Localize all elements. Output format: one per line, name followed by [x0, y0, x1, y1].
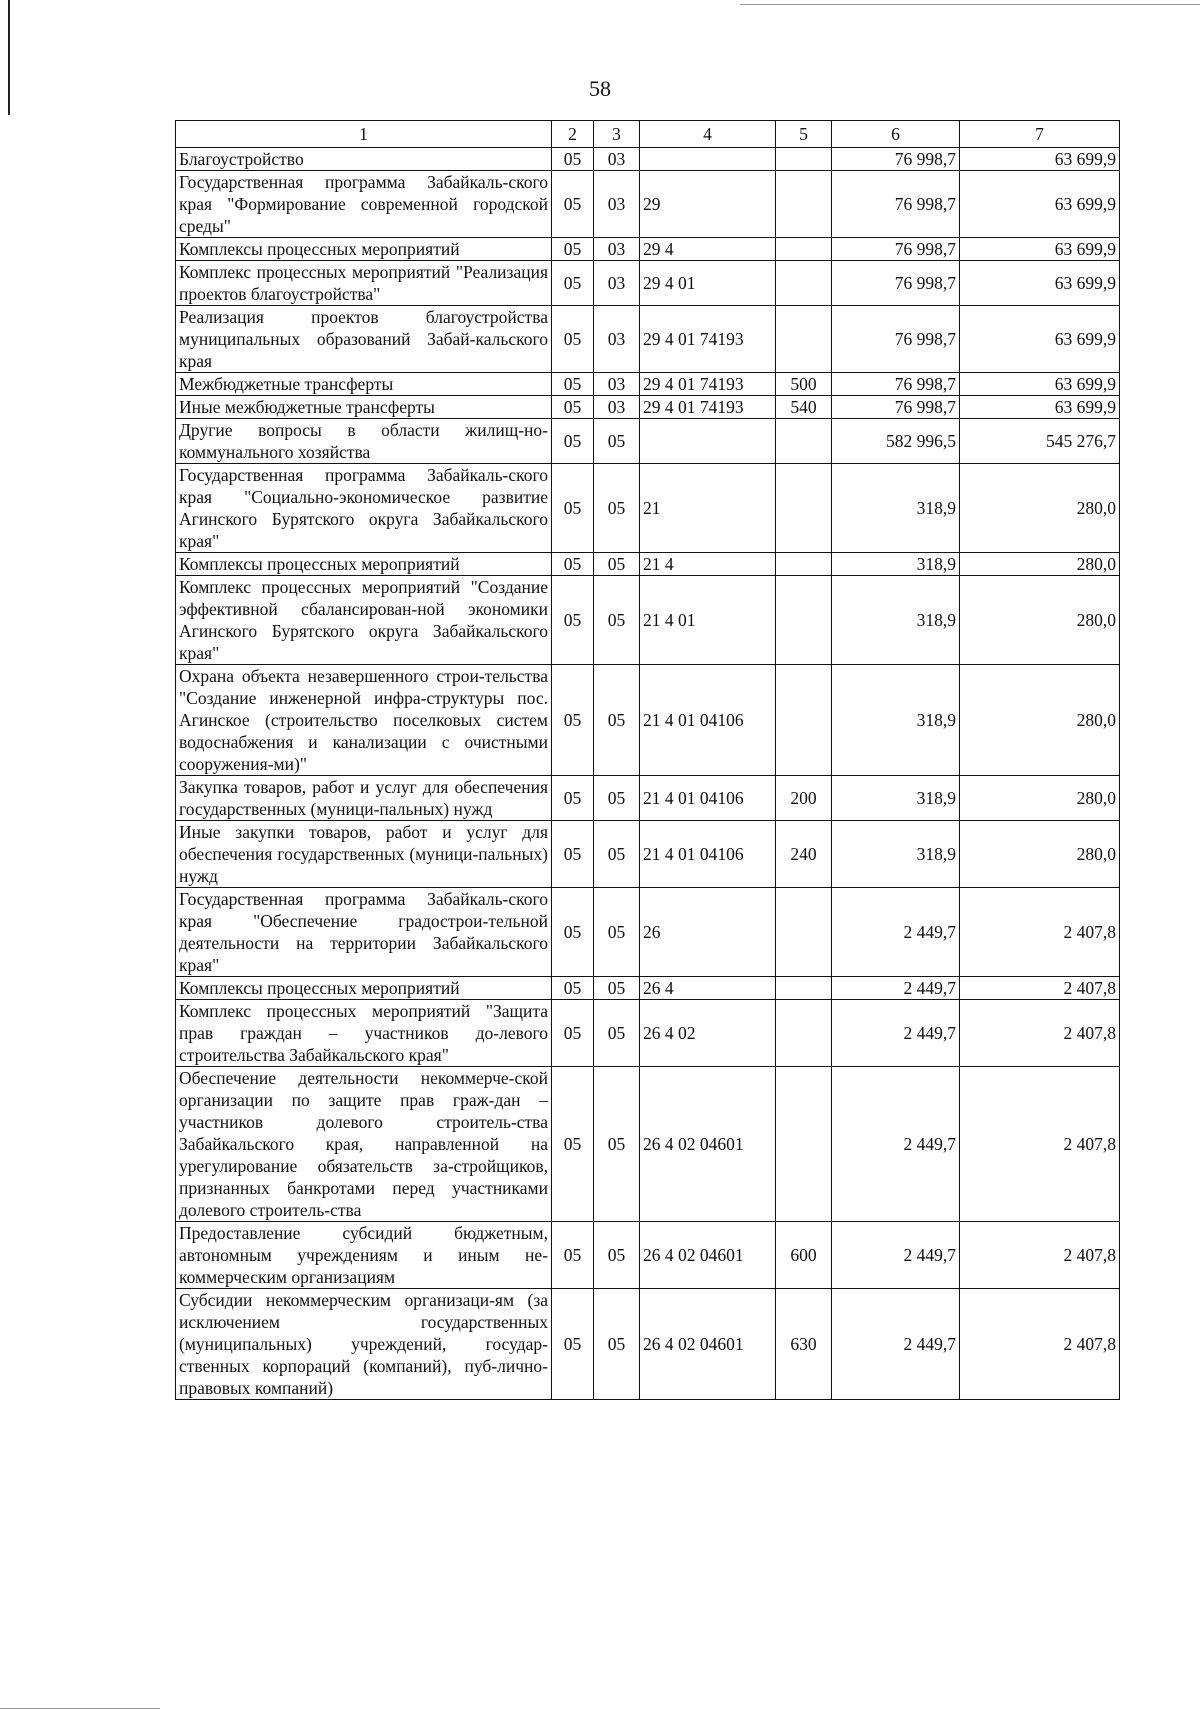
cell-section: 05	[552, 553, 594, 576]
cell-subsection: 05	[594, 665, 640, 776]
cell-section: 05	[552, 396, 594, 419]
cell-amount-year-1: 2 449,7	[832, 1222, 960, 1289]
cell-subsection: 03	[594, 306, 640, 373]
table-row	[176, 977, 1120, 1000]
cell-name: Комплексы процессных мероприятий	[176, 977, 552, 1000]
cell-amount-year-1: 76 998,7	[832, 373, 960, 396]
cell-expense-type	[776, 977, 832, 1000]
cell-amount-year-1: 318,9	[832, 821, 960, 888]
cell-section: 05	[552, 821, 594, 888]
cell-amount-year-1: 2 449,7	[832, 977, 960, 1000]
header-col-3: 3	[594, 121, 640, 148]
cell-target-code: 29 4	[640, 238, 776, 261]
cell-target-code: 29 4 01 74193	[640, 306, 776, 373]
cell-target-code: 21 4 01 04106	[640, 776, 776, 821]
cell-section: 05	[552, 1289, 594, 1400]
cell-expense-type	[776, 1000, 832, 1067]
cell-amount-year-1: 76 998,7	[832, 171, 960, 238]
cell-subsection: 03	[594, 148, 640, 171]
cell-target-code: 26 4 02 04601	[640, 1222, 776, 1289]
cell-subsection: 05	[594, 1067, 640, 1222]
cell-target-code: 26	[640, 888, 776, 977]
cell-amount-year-2: 2 407,8	[960, 1289, 1120, 1400]
cell-name: Другие вопросы в области жилищ-но-коммунального хозяйства	[176, 419, 552, 464]
cell-name: Комплекс процессных мероприятий "Реализация проектов благоустройства"	[176, 261, 552, 306]
cell-name: Субсидии некоммерческим организаци-ям (за исключением государственных (муниципальных) учреждений, государ-ственных корпораций (компаний), пуб-лично-правовых компаний)	[176, 1289, 552, 1400]
header-col-5: 5	[776, 121, 832, 148]
cell-section: 05	[552, 1067, 594, 1222]
table-row	[176, 1289, 1120, 1400]
table-row	[176, 665, 1120, 776]
cell-amount-year-2: 2 407,8	[960, 1067, 1120, 1222]
cell-amount-year-2: 280,0	[960, 821, 1120, 888]
scan-edge-top	[740, 4, 1200, 5]
cell-amount-year-1: 318,9	[832, 553, 960, 576]
cell-name: Иные закупки товаров, работ и услуг для обеспечения государственных (муници-пальных) нужд	[176, 821, 552, 888]
cell-section: 05	[552, 306, 594, 373]
cell-amount-year-2: 63 699,9	[960, 171, 1120, 238]
cell-subsection: 05	[594, 1222, 640, 1289]
cell-amount-year-2: 280,0	[960, 553, 1120, 576]
cell-section: 05	[552, 665, 594, 776]
cell-name: Иные межбюджетные трансферты	[176, 396, 552, 419]
table-header	[176, 121, 1120, 148]
cell-section: 05	[552, 776, 594, 821]
cell-section: 05	[552, 171, 594, 238]
cell-section: 05	[552, 464, 594, 553]
cell-amount-year-1: 2 449,7	[832, 888, 960, 977]
cell-expense-type: 600	[776, 1222, 832, 1289]
cell-target-code: 29	[640, 171, 776, 238]
cell-name: Обеспечение деятельности некоммерче-ской организации по защите прав граж-дан – участников долевого строитель-ства Забайкальского края, направленной на урегулирование обязательств за-стройщиков, признанных банкротами перед участниками долевого строитель-ства	[176, 1067, 552, 1222]
table-row	[176, 396, 1120, 419]
cell-subsection: 05	[594, 464, 640, 553]
cell-name: Комплексы процессных мероприятий	[176, 553, 552, 576]
cell-name: Предоставление субсидий бюджетным, автономным учреждениям и иным не-коммерческим организациям	[176, 1222, 552, 1289]
table-row	[176, 464, 1120, 553]
cell-name: Комплекс процессных мероприятий "Создание эффективной сбалансирован-ной экономики Агинского Бурятского округа Забайкальского края"	[176, 576, 552, 665]
cell-subsection: 05	[594, 1000, 640, 1067]
cell-target-code: 21	[640, 464, 776, 553]
cell-expense-type	[776, 888, 832, 977]
cell-subsection: 05	[594, 553, 640, 576]
cell-expense-type	[776, 261, 832, 306]
table-row	[176, 576, 1120, 665]
cell-amount-year-1: 76 998,7	[832, 261, 960, 306]
cell-subsection: 03	[594, 373, 640, 396]
cell-expense-type	[776, 464, 832, 553]
cell-subsection: 03	[594, 261, 640, 306]
cell-subsection: 05	[594, 821, 640, 888]
cell-amount-year-2: 63 699,9	[960, 396, 1120, 419]
table-row	[176, 238, 1120, 261]
cell-amount-year-1: 76 998,7	[832, 306, 960, 373]
cell-subsection: 03	[594, 238, 640, 261]
cell-target-code: 26 4	[640, 977, 776, 1000]
cell-name: Государственная программа Забайкаль-ского края "Социально-экономическое развитие Агинского Бурятского округа Забайкальского края"	[176, 464, 552, 553]
cell-expense-type: 540	[776, 396, 832, 419]
cell-target-code	[640, 148, 776, 171]
cell-expense-type	[776, 419, 832, 464]
cell-subsection: 05	[594, 977, 640, 1000]
cell-expense-type	[776, 553, 832, 576]
cell-section: 05	[552, 1222, 594, 1289]
cell-expense-type: 500	[776, 373, 832, 396]
cell-name: Комплексы процессных мероприятий	[176, 238, 552, 261]
cell-amount-year-1: 76 998,7	[832, 238, 960, 261]
cell-expense-type	[776, 576, 832, 665]
cell-section: 05	[552, 977, 594, 1000]
table-row	[176, 553, 1120, 576]
table-row	[176, 148, 1120, 171]
cell-subsection: 03	[594, 171, 640, 238]
cell-amount-year-2: 63 699,9	[960, 148, 1120, 171]
cell-expense-type	[776, 306, 832, 373]
cell-name: Благоустройство	[176, 148, 552, 171]
cell-expense-type	[776, 171, 832, 238]
cell-name: Закупка товаров, работ и услуг для обеспечения государственных (муници-пальных) нужд	[176, 776, 552, 821]
cell-name: Государственная программа Забайкаль-ского края "Формирование современной городской среды"	[176, 171, 552, 238]
cell-subsection: 05	[594, 576, 640, 665]
cell-subsection: 05	[594, 1289, 640, 1400]
header-col-7: 7	[960, 121, 1120, 148]
cell-target-code: 26 4 02 04601	[640, 1067, 776, 1222]
cell-target-code: 29 4 01	[640, 261, 776, 306]
cell-expense-type: 200	[776, 776, 832, 821]
table-row	[176, 261, 1120, 306]
cell-expense-type	[776, 148, 832, 171]
header-row	[176, 121, 1120, 148]
table-row	[176, 1222, 1120, 1289]
cell-section: 05	[552, 373, 594, 396]
cell-expense-type	[776, 238, 832, 261]
table-row	[176, 419, 1120, 464]
cell-amount-year-1: 2 449,7	[832, 1067, 960, 1222]
header-col-1: 1	[176, 121, 552, 148]
cell-target-code: 21 4 01	[640, 576, 776, 665]
header-col-6: 6	[832, 121, 960, 148]
cell-amount-year-2: 280,0	[960, 464, 1120, 553]
cell-amount-year-2: 63 699,9	[960, 373, 1120, 396]
cell-amount-year-2: 280,0	[960, 665, 1120, 776]
cell-section: 05	[552, 238, 594, 261]
budget-table	[175, 120, 1120, 1400]
cell-amount-year-1: 76 998,7	[832, 148, 960, 171]
table-row	[176, 1000, 1120, 1067]
cell-target-code: 26 4 02	[640, 1000, 776, 1067]
cell-target-code: 21 4 01 04106	[640, 821, 776, 888]
cell-name: Межбюджетные трансферты	[176, 373, 552, 396]
cell-expense-type	[776, 665, 832, 776]
cell-amount-year-1: 318,9	[832, 464, 960, 553]
cell-amount-year-1: 2 449,7	[832, 1000, 960, 1067]
cell-target-code: 29 4 01 74193	[640, 396, 776, 419]
table-row	[176, 171, 1120, 238]
cell-section: 05	[552, 148, 594, 171]
cell-section: 05	[552, 1000, 594, 1067]
scan-edge-bottom	[0, 1708, 160, 1709]
cell-amount-year-2: 2 407,8	[960, 977, 1120, 1000]
cell-section: 05	[552, 576, 594, 665]
cell-name: Охрана объекта незавершенного строи-тельства "Создание инженерной инфра-структуры пос. Агинское (строительство поселковых систем водоснабжения и канализации с очистными сооружения-ми)"	[176, 665, 552, 776]
cell-amount-year-2: 2 407,8	[960, 888, 1120, 977]
cell-target-code: 21 4	[640, 553, 776, 576]
cell-amount-year-2: 2 407,8	[960, 1000, 1120, 1067]
cell-amount-year-1: 582 996,5	[832, 419, 960, 464]
cell-name: Комплекс процессных мероприятий "Защита прав граждан – участников до-левого строительства Забайкальского края"	[176, 1000, 552, 1067]
cell-amount-year-1: 2 449,7	[832, 1289, 960, 1400]
cell-target-code: 29 4 01 74193	[640, 373, 776, 396]
cell-section: 05	[552, 419, 594, 464]
cell-amount-year-2: 63 699,9	[960, 261, 1120, 306]
table-body	[176, 148, 1120, 1400]
cell-amount-year-2: 63 699,9	[960, 306, 1120, 373]
cell-amount-year-1: 318,9	[832, 776, 960, 821]
cell-name: Реализация проектов благоустройства муниципальных образований Забай-кальского края	[176, 306, 552, 373]
table-row	[176, 306, 1120, 373]
cell-amount-year-1: 318,9	[832, 576, 960, 665]
page-number: 58	[589, 76, 611, 101]
table-row	[176, 776, 1120, 821]
cell-amount-year-2: 63 699,9	[960, 238, 1120, 261]
table-row	[176, 821, 1120, 888]
header-col-2: 2	[552, 121, 594, 148]
cell-amount-year-1: 76 998,7	[832, 396, 960, 419]
cell-amount-year-2: 280,0	[960, 576, 1120, 665]
cell-name: Государственная программа Забайкаль-ского края "Обеспечение градострои-тельной деятельности на территории Забайкальского края"	[176, 888, 552, 977]
cell-amount-year-2: 545 276,7	[960, 419, 1120, 464]
cell-expense-type: 240	[776, 821, 832, 888]
cell-target-code: 26 4 02 04601	[640, 1289, 776, 1400]
table-row	[176, 888, 1120, 977]
cell-section: 05	[552, 888, 594, 977]
table-row	[176, 1067, 1120, 1222]
cell-target-code: 21 4 01 04106	[640, 665, 776, 776]
cell-amount-year-2: 2 407,8	[960, 1222, 1120, 1289]
cell-expense-type	[776, 1067, 832, 1222]
cell-subsection: 03	[594, 396, 640, 419]
cell-target-code	[640, 419, 776, 464]
cell-subsection: 05	[594, 776, 640, 821]
cell-subsection: 05	[594, 419, 640, 464]
cell-expense-type: 630	[776, 1289, 832, 1400]
cell-subsection: 05	[594, 888, 640, 977]
table-row	[176, 373, 1120, 396]
cell-amount-year-2: 280,0	[960, 776, 1120, 821]
cell-section: 05	[552, 261, 594, 306]
header-col-4: 4	[640, 121, 776, 148]
cell-amount-year-1: 318,9	[832, 665, 960, 776]
